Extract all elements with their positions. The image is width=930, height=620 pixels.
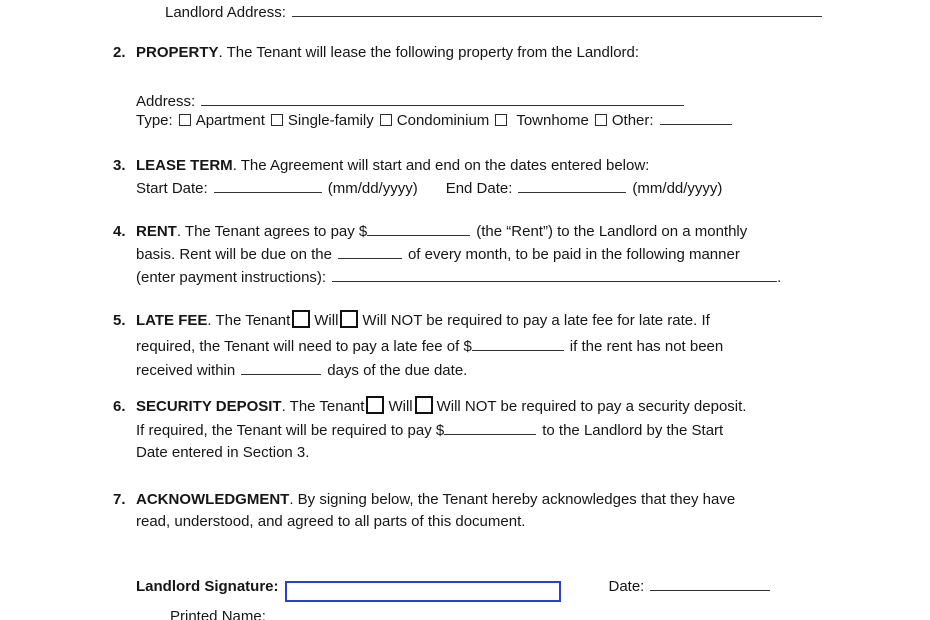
end-date-format: (mm/dd/yyyy) bbox=[632, 180, 723, 197]
rent-text-3a: (enter payment instructions): bbox=[136, 269, 327, 286]
section-late-fee-line2 bbox=[136, 336, 723, 357]
late-fee-amount-blank bbox=[472, 336, 564, 351]
checkbox-deposit-will[interactable] bbox=[366, 396, 384, 414]
security-deposit-text-1a: . The Tenant bbox=[281, 398, 365, 415]
security-deposit-text-2a: If required, the Tenant will be required to pay $ bbox=[136, 422, 445, 439]
security-deposit-text-1b: Will NOT be required to pay a security deposit. bbox=[436, 398, 747, 415]
section-title: ACKNOWLEDGMENT bbox=[136, 491, 290, 508]
signature-row bbox=[136, 576, 770, 602]
option-condominium-label: Condominium bbox=[396, 112, 490, 129]
option-other-label: Other: bbox=[611, 112, 654, 129]
signature-date-blank bbox=[650, 576, 770, 591]
section-number: 6. bbox=[113, 398, 126, 415]
late-fee-text-3a: received within bbox=[136, 362, 236, 379]
landlord-signature-label: Landlord Signature: bbox=[136, 578, 279, 595]
checkbox-late-fee-will-not[interactable] bbox=[340, 310, 358, 328]
section-number: 7. bbox=[113, 491, 126, 508]
section-late-fee-line1 bbox=[113, 310, 710, 331]
rent-amount-blank bbox=[367, 221, 470, 236]
late-fee-will-label: Will bbox=[314, 312, 339, 329]
late-fee-days-blank bbox=[241, 360, 321, 375]
landlord-signature-input[interactable] bbox=[285, 581, 561, 602]
start-date-label: Start Date: bbox=[136, 180, 208, 197]
section-rent-line3 bbox=[136, 267, 781, 288]
checkbox-townhome[interactable] bbox=[495, 114, 507, 126]
landlord-address-row bbox=[165, 2, 822, 23]
acknowledgment-text-2: read, understood, and agreed to all parts of this document. bbox=[136, 513, 526, 530]
security-deposit-text-3: Date entered in Section 3. bbox=[136, 444, 310, 461]
section-title: PROPERTY bbox=[136, 44, 219, 61]
late-fee-text-1a: . The Tenant bbox=[207, 312, 291, 329]
security-deposit-text-2b: to the Landlord by the Start bbox=[542, 422, 724, 439]
section-intro: . The Tenant will lease the following property from the Landlord: bbox=[218, 44, 640, 61]
signature-date-label: Date: bbox=[608, 578, 645, 595]
section-number: 3. bbox=[113, 157, 126, 174]
checkbox-single-family[interactable] bbox=[271, 114, 283, 126]
option-townhome-label: Townhome bbox=[516, 112, 589, 129]
acknowledgment-text-1: . By signing below, the Tenant hereby acknowledges that they have bbox=[289, 491, 736, 508]
late-fee-text-1b: Will NOT be required to pay a late fee for late rate. If bbox=[362, 312, 710, 329]
property-address-blank bbox=[201, 91, 684, 106]
rent-period: . bbox=[777, 269, 782, 286]
section-rent-line1 bbox=[113, 221, 747, 242]
start-date-blank bbox=[214, 178, 322, 193]
section-late-fee-line3 bbox=[136, 360, 467, 381]
start-date-format: (mm/dd/yyyy) bbox=[327, 180, 418, 197]
section-security-deposit-line3 bbox=[136, 443, 309, 463]
end-date-label: End Date: bbox=[445, 180, 513, 197]
option-apartment-label: Apartment bbox=[195, 112, 265, 129]
property-type-label: Type: bbox=[136, 112, 173, 129]
checkbox-condominium[interactable] bbox=[380, 114, 392, 126]
lease-dates-row bbox=[136, 178, 722, 199]
rent-text-2b: of every month, to be paid in the following manner bbox=[407, 246, 740, 263]
section-title: RENT bbox=[136, 223, 177, 240]
section-acknowledgment-line1 bbox=[113, 490, 735, 510]
section-number: 2. bbox=[113, 44, 126, 61]
rent-text-2a: basis. Rent will be due on the bbox=[136, 246, 332, 263]
printed-name-label: Printed Name: bbox=[170, 608, 266, 620]
printed-name-row bbox=[170, 607, 266, 620]
section-security-deposit-line2 bbox=[136, 420, 723, 441]
checkbox-other[interactable] bbox=[595, 114, 607, 126]
checkbox-deposit-will-not[interactable] bbox=[415, 396, 433, 414]
section-title: LEASE TERM bbox=[136, 157, 233, 174]
property-address-row bbox=[136, 91, 684, 112]
section-acknowledgment-line2 bbox=[136, 512, 525, 532]
section-lease-term-heading bbox=[113, 156, 649, 176]
section-intro: . The Agreement will start and end on the dates entered below: bbox=[232, 157, 650, 174]
late-fee-text-3b: days of the due date. bbox=[327, 362, 468, 379]
section-rent-line2 bbox=[136, 244, 740, 265]
section-number: 5. bbox=[113, 312, 126, 329]
deposit-will-label: Will bbox=[388, 398, 413, 415]
rent-payment-instructions-blank bbox=[332, 267, 777, 282]
end-date-blank bbox=[518, 178, 626, 193]
property-other-blank bbox=[660, 110, 732, 125]
rent-due-day-blank bbox=[338, 244, 402, 259]
rent-text-1b: (the “Rent”) to the Landlord on a monthly bbox=[476, 223, 748, 240]
section-security-deposit-line1 bbox=[113, 396, 746, 417]
section-number: 4. bbox=[113, 223, 126, 240]
section-title: SECURITY DEPOSIT bbox=[136, 398, 282, 415]
landlord-address-label: Landlord Address: bbox=[165, 4, 286, 21]
section-property-heading bbox=[113, 43, 639, 63]
rent-text-1a: . The Tenant agrees to pay $ bbox=[176, 223, 368, 240]
section-title: LATE FEE bbox=[136, 312, 208, 329]
checkbox-late-fee-will[interactable] bbox=[292, 310, 310, 328]
property-type-row bbox=[136, 110, 732, 131]
landlord-address-blank bbox=[292, 2, 822, 17]
late-fee-text-2a: required, the Tenant will need to pay a late fee of $ bbox=[136, 338, 472, 355]
option-single-family-label: Single-family bbox=[287, 112, 374, 129]
late-fee-text-2b: if the rent has not been bbox=[569, 338, 724, 355]
checkbox-apartment[interactable] bbox=[179, 114, 191, 126]
security-deposit-amount-blank bbox=[444, 420, 536, 435]
property-address-label: Address: bbox=[136, 93, 196, 110]
